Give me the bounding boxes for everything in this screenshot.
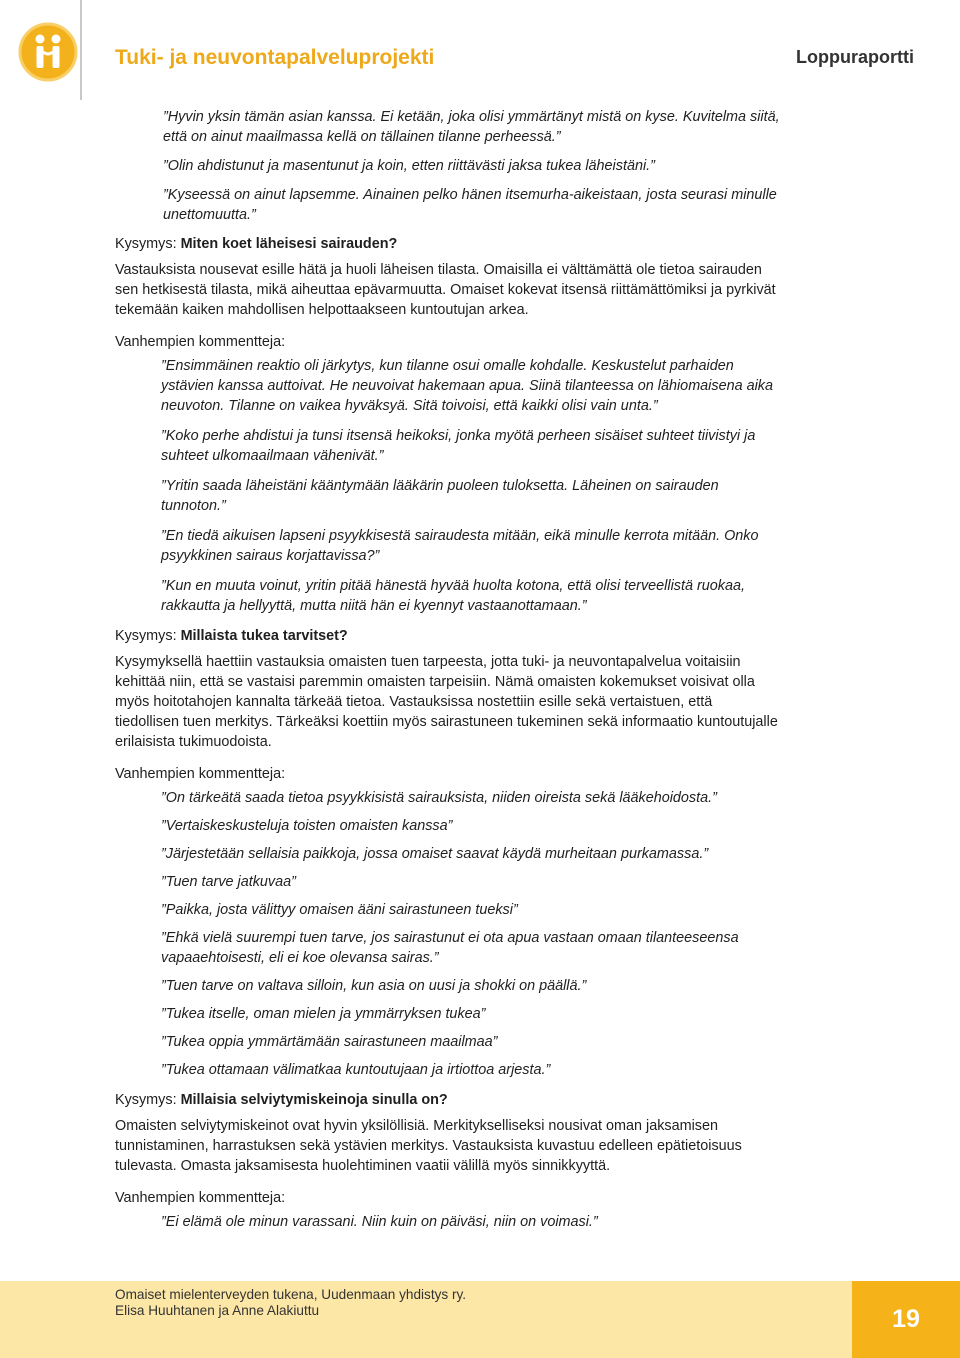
comments-label-2: Vanhempien kommentteja: (115, 766, 286, 782)
question-prefix: Kysymys: (115, 628, 181, 644)
quote: ”Koko perhe ahdistui ja tunsi itsensä heikoksi, jonka myötä perheen sisäiset suhteet tiivistyi ja suhteet ulkomaailmaan vähenivät.” (161, 428, 756, 464)
page-footer (0, 1281, 960, 1358)
paragraph-2: Kysymyksellä haettiin vastauksia omaisten tuen tarpeesta, jotta tuki- ja neuvontapalvelua voitaisiin kehittää niin, että se vastaisi paremmin omaisten tarpeisiin. Nämä omaisten kokemukset voisivat olla myös hoitotahojen kannalta tärkeää tietoa. Vastauksissa nostettiin esille sekä vertaistuen, että tiedollisen tuen merkitys. Tärkeäksi koettiin myös sairastuneen tukeminen sekä informaatio kuntoutujalle erilaisista tukimuodoista. (115, 654, 778, 750)
quote: ”On tärkeätä saada tietoa psyykkisistä sairauksista, niiden oireista sekä lääkehoidosta.” (161, 790, 717, 806)
page-content (115, 107, 780, 1242)
quote: ”Yritin saada läheistäni kääntymään lääkärin puoleen tuloksetta. Läheinen on sairauden tunnoton.” (161, 478, 719, 514)
quote: ”Ei elämä ole minun varassani. Niin kuin on päiväsi, niin on voimasi.” (161, 1214, 598, 1230)
header-title: Tuki- ja neuvontapalveluprojekti (115, 46, 435, 69)
quote: ”Paikka, josta välittyy omaisen ääni sairastuneen tueksi” (161, 902, 518, 918)
question-heading-3 (115, 1090, 780, 1110)
quote: ”Tukea oppia ymmärtämään sairastuneen maailmaa” (161, 1034, 498, 1050)
quote-list-top (115, 107, 780, 225)
header-report-label: Loppuraportti (796, 47, 914, 67)
paragraph-1: Vastauksista nousevat esille hätä ja huoli läheisen tilasta. Omaisilla ei välttämättä ole tietoa sairauden sen hetkisestä tilasta, mikä aiheuttaa epävarmuutta. Omaiset kokevat itsensä riittämättömiksi ja pyrkivät tekemään kaiken mahdollisen helpottaakseen kuntoutujan arkea. (115, 262, 776, 318)
header-divider-line (80, 0, 82, 100)
quote: ”Ensimmäinen reaktio oli järkytys, kun tilanne osui omalle kohdalle. Keskustelut parhaiden ystävien kanssa auttoivat. He neuvoivat hakemaan apua. Siinä tilanteessa on lähiomaisena aika neuvoton. Tilanne on vaikea hyväksyä. Sitä toivoisi, että kaikki olisi vain unta.” (161, 358, 773, 414)
page-number: 19 (892, 1305, 920, 1333)
question-text: Millaista tukea tarvitset? (180, 628, 348, 644)
question-prefix: Kysymys: (115, 236, 181, 252)
quote: ”Hyvin yksin tämän asian kanssa. Ei ketään, joka olisi ymmärtänyt mistä on kyse. Kuvitelma siitä, että on ainut maailmassa kellä on tällainen tilanne perheessä.” (163, 109, 780, 145)
question-text: Miten koet läheisesi sairauden? (180, 236, 398, 252)
quote-list-1 (115, 356, 780, 616)
quote: ”Ehkä vielä suurempi tuen tarve, jos sairastunut ei ota apua vastaan omaan tilanteeseensa vapaaehtoisesti, eli ei koe olevansa sairas.” (161, 930, 739, 966)
paragraph-3: Omaisten selviytymiskeinot ovat hyvin yksilöllisiä. Merkitykselliseksi nousivat oman jaksamisen tunnistaminen, harrastuksen sekä ystävien merkitys. Vastauksista kuvastuu edelleen epätietoisuus tulevasta. Omasta jaksamisesta huolehtiminen vaatii välillä myös sinnikkyyttä. (115, 1118, 742, 1174)
quote: ”Tuen tarve on valtava silloin, kun asia on uusi ja shokki on päällä.” (161, 978, 587, 994)
footer-credits (115, 1287, 466, 1319)
quote: ”Kyseessä on ainut lapsemme. Ainainen pelko hänen itsemurha-aikeistaan, josta seurasi minulle unettomuutta.” (163, 187, 777, 223)
quote: ”Tukea itselle, oman mielen ja ymmärryksen tukea” (161, 1006, 486, 1022)
organization-logo (18, 22, 78, 82)
quote: ”Olin ahdistunut ja masentunut ja koin, etten riittävästi jaksa tukea läheistäni.” (163, 158, 655, 174)
comments-label-1: Vanhempien kommentteja: (115, 334, 286, 350)
page-number-box (852, 1281, 960, 1358)
footer-organization: Omaiset mielenterveyden tukena, Uudenmaan yhdistys ry. (115, 1287, 467, 1302)
question-text: Millaisia selviytymiskeinoja sinulla on? (180, 1092, 448, 1108)
comments-label-3: Vanhempien kommentteja: (115, 1190, 286, 1206)
quote: ”Järjestetään sellaisia paikkoja, jossa omaiset saavat käydä murheitaan purkamassa.” (161, 846, 709, 862)
quote: ”Vertaiskeskusteluja toisten omaisten kanssa” (161, 818, 453, 834)
quote: ”Kun en muuta voinut, yritin pitää hänestä hyvää huolta kotona, että olisi terveellistä ruokaa, rakkautta ja hellyyttä, mutta niitä hän ei kyennyt vastaanottamaan.” (161, 578, 745, 614)
footer-authors: Elisa Huuhtanen ja Anne Alakiuttu (115, 1303, 320, 1318)
quote-list-2 (115, 788, 780, 1080)
quote: ”En tiedä aikuisen lapseni psyykkisestä sairaudesta mitään, eikä minulle kerrota mitään. Onko psyykkinen sairaus korjattavissa?” (161, 528, 759, 564)
quote: ”Tukea ottamaan välimatkaa kuntoutujaan ja irtiottoa arjesta.” (161, 1062, 551, 1078)
quote: ”Tuen tarve jatkuvaa” (161, 874, 296, 890)
question-prefix: Kysymys: (115, 1092, 181, 1108)
question-heading-1 (115, 234, 780, 254)
quote-list-3 (115, 1212, 780, 1232)
question-heading-2 (115, 626, 780, 646)
